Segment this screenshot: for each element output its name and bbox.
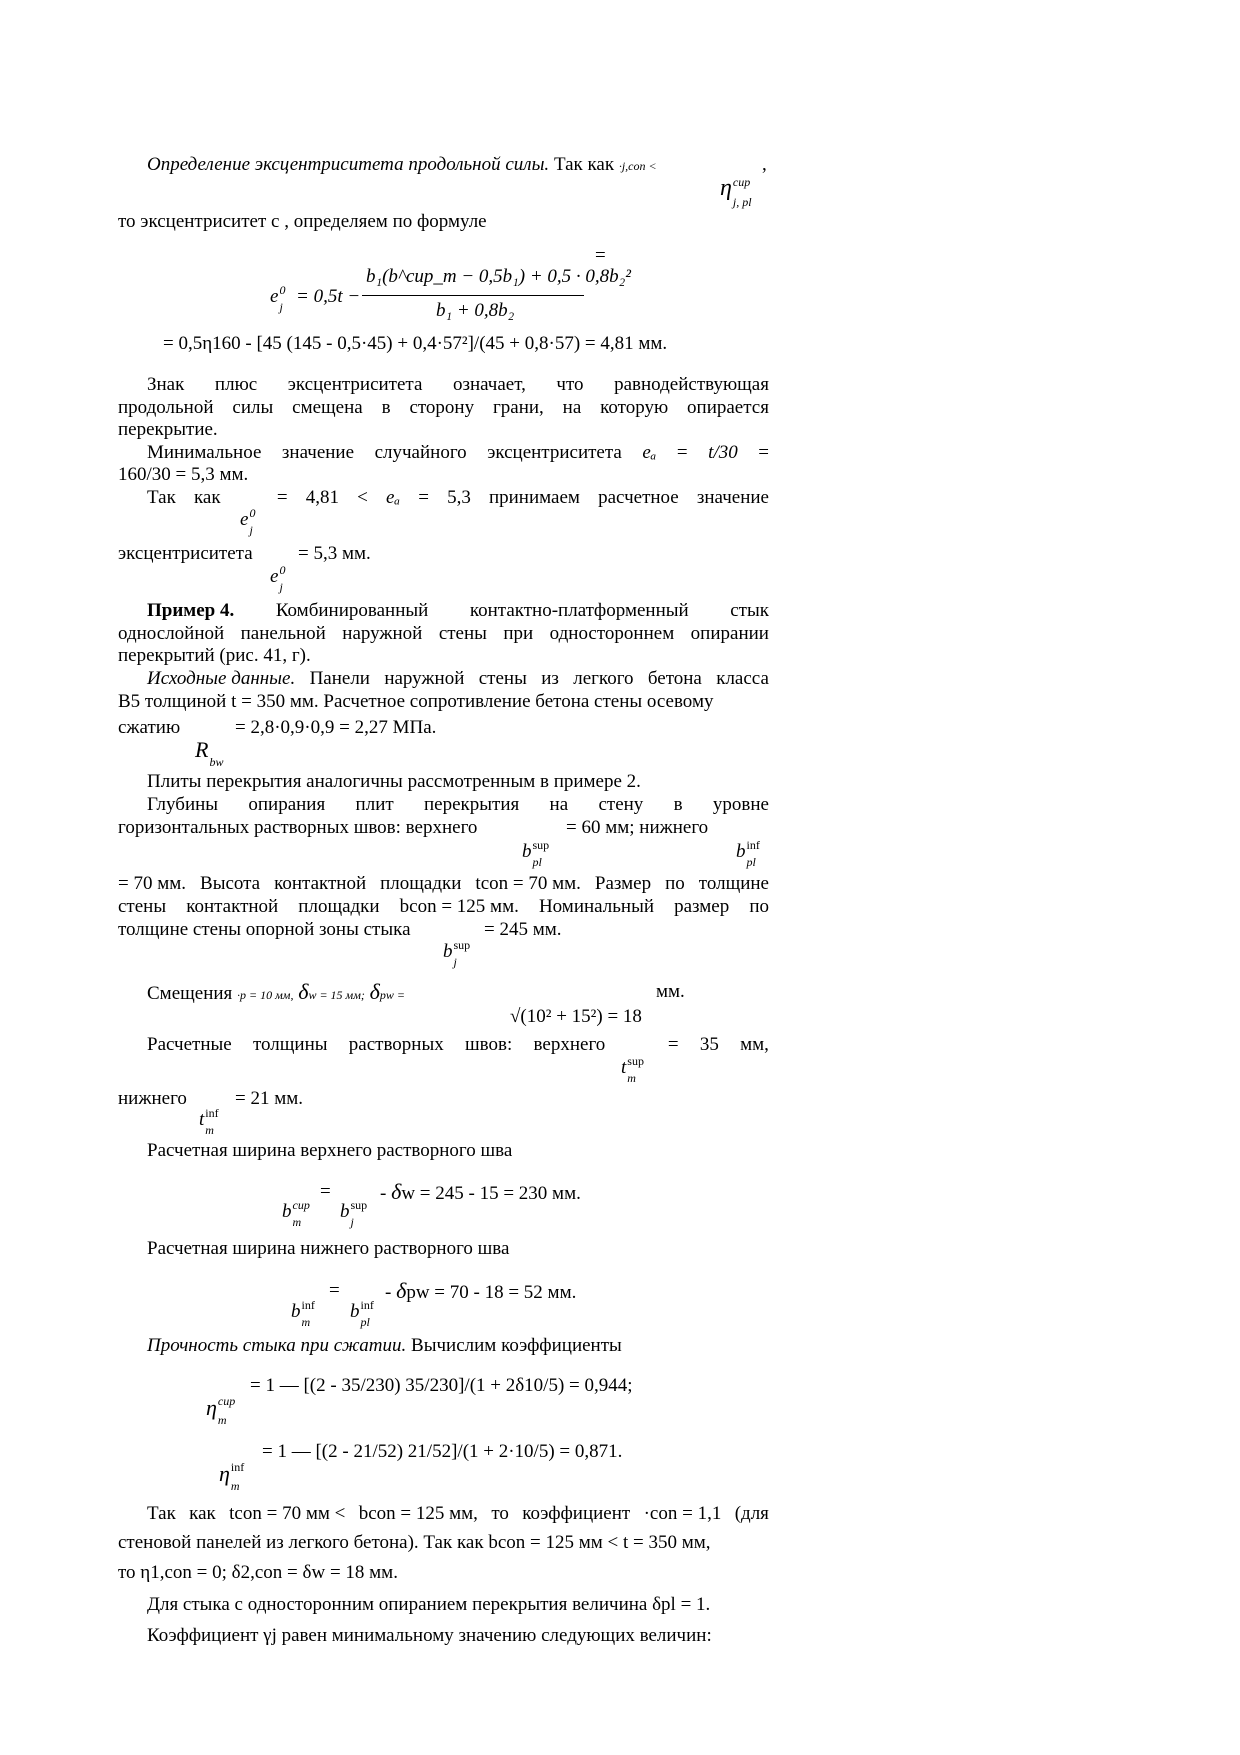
b-sup-j-symbol: b sup j [443,938,471,969]
e0j-symbol-2: e 0 j [270,563,286,594]
p15: Для стыка с односторонним опиранием перекрытия величина δpl = 1. [147,1594,711,1615]
b-cup-m-symbol: b cup m [282,1198,310,1229]
p1-intro-italic: Определение эксцентриситета продольной силы. [147,154,550,175]
p6-line3a: сжатию [118,717,181,738]
p12-head: Расчетная ширина нижнего растворного шва [147,1238,510,1259]
p14-line3: то η1,con = 0; δ2,con = δw = 18 мм. [118,1562,398,1583]
b-inf-m-symbol: b inf m [291,1298,315,1329]
p2-line3: перекрытие. [118,419,218,440]
p5-line3: перекрытий (рис. 41, г). [118,645,311,666]
p6-line3b: = 2,8·0,9·0,9 = 2,27 МПа. [235,717,437,738]
e0j-symbol-1: e 0 j [240,506,256,537]
p3-line2: 160/30 = 5,3 мм. [118,464,249,485]
p10-line2a: нижнего [118,1088,187,1109]
p1-comma: , [762,154,767,175]
p11-head: Расчетная ширина верхнего растворного шва [147,1140,513,1161]
p6-line2: В5 толщиной t = 350 мм. Расчетное сопротивление бетона стены осевому [118,691,714,712]
p8-line2a: горизонтальных растворных швов: верхнего [118,817,478,838]
t-sup-m-symbol: t sup m [621,1054,644,1085]
p5-line1: Пример 4. Комбинированный контактно-платформенный стык [147,600,769,621]
p14-line1: Так как tcon = 70 мм < bcon = 125 мм, то коэффициент ·con = 1,1 (для [147,1503,769,1524]
p1-calc: = 0,5η160 - [45 (145 - 0,5·45) + 0,4·57²]/(45 + 0,8·57) = 4,81 мм. [163,333,668,354]
formula-numerator: b₁(b^cup_m − 0,5b₁) + 0,5 · 0,8b₂² [366,266,631,287]
p9-line: Смещения ·p = 10 мм, δw = 15 мм; δpw = [147,979,405,1004]
p14-line2: стеновой панелей из легкого бетона). Так как bcon = 125 мм < t = 350 мм, [118,1532,711,1553]
p16: Коэффициент γj равен минимальному значению следующих величин: [147,1625,712,1646]
eta-cup-symbol: η cup j, pl [720,175,752,209]
b-sup-j-symbol-2: b sup j [340,1198,368,1229]
eta-inf-m-symbol: η inf m [219,1460,245,1493]
p8-line4: стены контактной площадки bcon = 125 мм. Номинальный размер по [118,896,769,917]
p9-unit: мм. [656,981,685,1002]
eta-cup-m-symbol: η cup m [206,1394,236,1427]
p1-line1 [147,153,657,178]
formula-lhs: e 0 j [270,283,286,314]
p12-eq: = [329,1280,340,1301]
p2-line2: продольной силы смещена в сторону грани, на которую опирается [118,397,769,418]
p4-line2a: эксцентриситета [118,543,253,564]
p4-line1: Так как = 4,81 < eₐ = 5,3 принимаем расчетное значение [147,487,769,508]
p8-line3: = 70 мм. Высота контактной площадки tcon = 70 мм. Размер по толщине [118,873,769,894]
p13-eq1: = 1 — [(2 - 35/230) 35/230]/(1 + 2δ10/5) = 0,944; [250,1375,633,1396]
sqrt-expression: √(10² + 15²) = 18 [510,1006,642,1027]
formula-denominator: b₁ + 0,8b₂ [436,300,515,321]
fraction-bar [362,295,584,296]
b-inf-pl-symbol-2: b inf pl [350,1298,374,1329]
p1-then: то эксцентриситет с , определяем по формуле [118,211,487,232]
p1-intro-rest: Так как [553,154,615,175]
p13-eq2: = 1 — [(2 - 21/52) 21/52]/(1 + 2·10/5) = 0,871. [262,1441,623,1462]
b-inf-pl-symbol: b inf pl [736,838,760,869]
p11-formula: - δw = 245 - 15 = 230 мм. [380,1179,581,1204]
formula-mid: = 0,5t − [296,286,361,307]
rbw-symbol: R bw [195,737,224,769]
p10-line1: Расчетные толщины растворных швов: верхнего = 35 мм, [147,1034,769,1055]
p13-line: Прочность стыка при сжатии. Вычислим коэффициенты [147,1335,622,1356]
p2-line1: Знак плюс эксцентриситета означает, что равнодействующая [147,374,769,395]
p1-eq-sign: = [595,245,606,266]
p6-line1: Исходные данные. Панели наружной стены из легкого бетона класса [147,668,769,689]
b-sup-pl-symbol: b sup pl [522,838,550,869]
t-inf-m-symbol: t inf m [199,1106,219,1137]
p8-line5b: = 245 мм. [484,919,562,940]
p5-line2: однослойной панельной наружной стены при одностороннем опирании [118,623,769,644]
p8-line2b: = 60 мм; нижнего [566,817,709,838]
p12-formula: - δpw = 70 - 18 = 52 мм. [385,1278,577,1303]
p3-line1: Минимальное значение случайного эксцентриситета eₐ = t/30 = [147,442,769,463]
p11-eq: = [320,1181,331,1202]
p10-line2b: = 21 мм. [235,1088,304,1109]
p8-line5a: толщине стены опорной зоны стыка [118,919,411,940]
p4-line2b: = 5,3 мм. [298,543,371,564]
p1-condition: ·j,con < [618,159,657,173]
p7: Плиты перекрытия аналогичны рассмотренным в примере 2. [147,771,641,792]
p8-line1: Глубины опирания плит перекрытия на стену в уровне [147,794,769,815]
